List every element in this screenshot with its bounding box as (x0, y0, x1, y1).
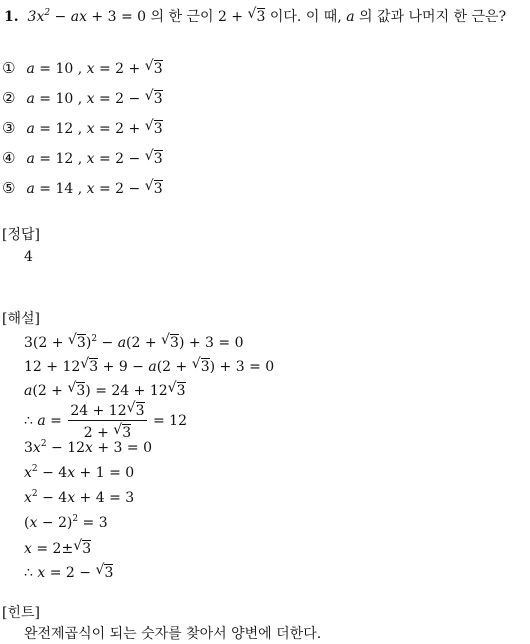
choice-2[interactable]: ② a = 10 , x = 2 − √ 3 (2, 90, 163, 106)
choice-5[interactable]: ⑤ a = 14 , x = 2 − √ 3 (2, 180, 163, 196)
choice-marker: ④ (2, 149, 16, 167)
answer-value: 4 (24, 249, 33, 265)
solution-step-8: $(x - 2)^2 = 3$ (24, 514, 108, 531)
solution-step-7: $x^2 - 4x + 4 = 3$ (24, 489, 135, 506)
hint-label: [힌트] (2, 605, 40, 621)
solution-step-10: ∴ x = 2 − √ 3 (24, 564, 113, 580)
answer-label: [정답] (2, 227, 40, 243)
solution-step-2: 12 + 12√ 3 + 9 − a(2 + √ 3) + 3 = 0 (24, 358, 274, 374)
choice-marker: ⑤ (2, 179, 16, 197)
solution-step-1: 3(2 + √ 3)$^2$ − a(2 + √ 3) + 3 = 0 (24, 334, 244, 350)
solution-step-9: x = 2±√ 3 (24, 540, 91, 556)
solution-label: [해설] (2, 311, 40, 327)
question-text-3: 의 값과 나머지 한 근은? (359, 9, 507, 25)
choice-marker: ① (2, 59, 16, 77)
choice-marker: ③ (2, 119, 16, 137)
choice-3[interactable]: ③ a = 12 , x = 2 + √ 3 (2, 120, 163, 136)
solution-step-6: $x^2 - 4x + 1 = 0$ (24, 464, 135, 481)
solution-step-4: ∴ a = $\frac{24 + 12√ 3}{2 + √ 3}$ = 12 (24, 402, 187, 440)
solution-step-5: $3x^2 - 12x + 3 = 0$ (24, 439, 152, 456)
choice-4[interactable]: ④ a = 12 , x = 2 − √ 3 (2, 150, 163, 166)
choice-1[interactable]: ① a = 10 , x = 2 + √ 3 (2, 60, 163, 76)
question: 1. $3x^2$ − ax + 3 = 0 의 한 근이 2 + √ 3 이다. 이 때, a 의 값과 나머지 한 근은? (4, 8, 506, 24)
question-number: 1. (4, 9, 19, 25)
solution-step-3: a(2 + √ 3) = 24 + 12√ 3 (24, 382, 186, 398)
choice-marker: ② (2, 89, 16, 107)
question-text-2: 이다. 이 때, (269, 9, 342, 25)
question-text-1: 의 한 근이 (150, 9, 214, 25)
hint-text: 완전제곱식이 되는 숫자를 찾아서 양변에 더한다. (24, 626, 322, 642)
